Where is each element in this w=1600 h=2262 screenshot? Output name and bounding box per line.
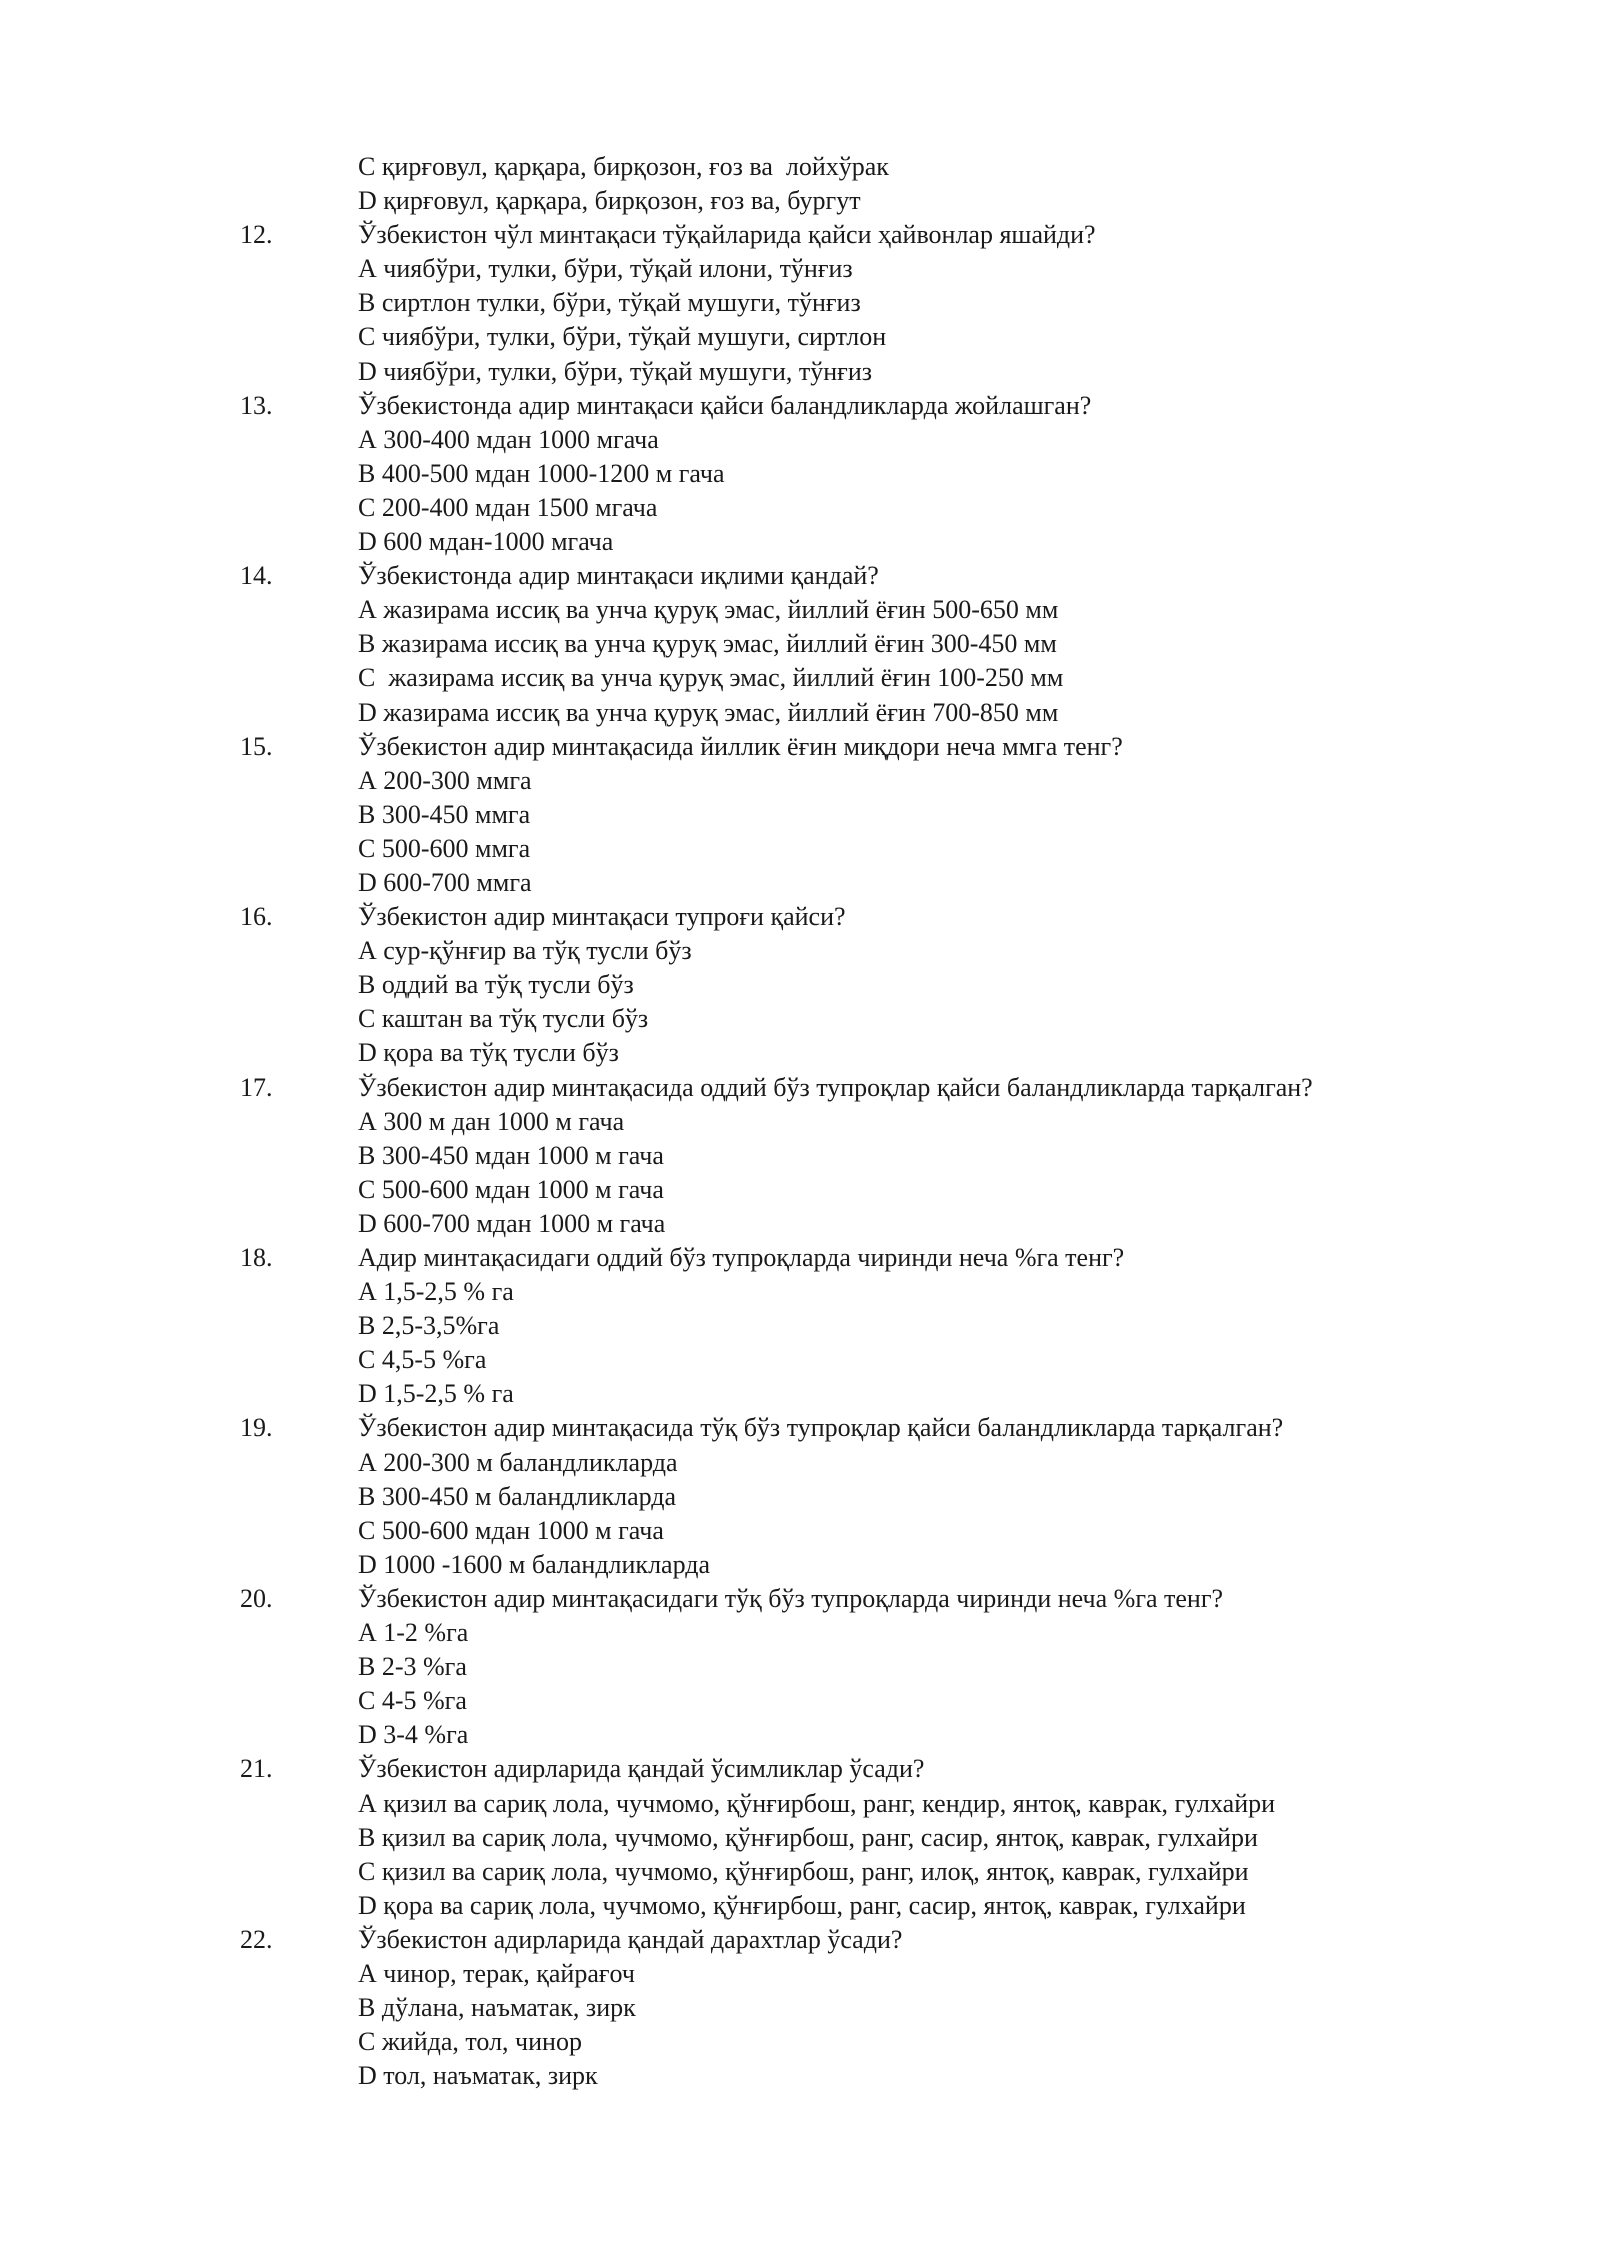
- option-text: С чиябўри, тулки, бўри, тўқай мушуги, сиртлон: [358, 322, 887, 352]
- question-text: Ўзбекистонда адир минтақаси иқлими қандай?: [358, 561, 879, 591]
- option-line: [240, 934, 1520, 968]
- option-text: C қирғовул, қарқара, бирқозон, ғоз ва лойхўрак: [358, 152, 889, 181]
- question-number: 19.: [240, 1413, 273, 1443]
- option-text: С 4,5-5 %га: [358, 1345, 487, 1375]
- question-line: [240, 1923, 1520, 1957]
- option-text: А қизил ва сариқ лола, чучмомо, қўнғирбош, ранг, кендир, янтоқ, каврак, гулхайри: [358, 1788, 1276, 1818]
- option-line: [240, 2025, 1520, 2059]
- option-indent: [240, 150, 358, 184]
- question-line: [240, 389, 1520, 423]
- question-number: 17.: [240, 1072, 273, 1102]
- option-line: [240, 1275, 1520, 1309]
- question-text: Ўзбекистон адир минтақасида йиллик ёғин миқдори неча ммга тенг?: [358, 731, 1123, 761]
- question-text: Ўзбекистон адир минтақаси тупроғи қайси?: [358, 902, 846, 932]
- option-line: [240, 1650, 1520, 1684]
- question-text: Ўзбекистон адирларида қандай дарахтлар ўсади?: [358, 1924, 903, 1954]
- option-text: А жазирама иссиқ ва унча қуруқ эмас, йиллий ёғин 500-650 мм: [358, 595, 1059, 625]
- option-indent: [240, 355, 358, 389]
- option-line: [240, 661, 1520, 695]
- option-indent: [240, 1684, 358, 1718]
- option-indent: [240, 1105, 358, 1139]
- option-line: [240, 1377, 1520, 1411]
- option-indent: [240, 1036, 358, 1070]
- option-indent: [240, 320, 358, 354]
- option-indent: [240, 627, 358, 661]
- option-text: D 1000 -1600 м баландликларда: [358, 1549, 711, 1579]
- option-text: С жийда, тол, чинор: [358, 2027, 582, 2057]
- option-indent: [240, 457, 358, 491]
- option-text: В 2-3 %га: [358, 1652, 467, 1682]
- option-line: [240, 1139, 1520, 1173]
- option-text: D қора ва тўқ тусли бўз: [358, 1038, 619, 1068]
- option-text: А 200-300 м баландликларда: [358, 1447, 678, 1477]
- option-line: [240, 525, 1520, 559]
- option-text: С 500-600 ммга: [358, 833, 531, 863]
- question-number: 12.: [240, 220, 273, 250]
- option-line: [240, 1957, 1520, 1991]
- option-line: [240, 1309, 1520, 1343]
- option-indent: [240, 764, 358, 798]
- option-text: С жазирама иссиқ ва унча қуруқ эмас, йиллий ёғин 100-250 мм: [358, 663, 1064, 693]
- option-indent: [240, 1616, 358, 1650]
- question-text: Ўзбекистон адир минтақасидаги тўқ бўз тупроқларда чиринди неча %га тенг?: [358, 1583, 1224, 1613]
- option-line: [240, 491, 1520, 525]
- option-indent: [240, 1855, 358, 1889]
- option-line: [240, 150, 1520, 184]
- option-indent: [240, 1173, 358, 1207]
- option-line: [240, 1343, 1520, 1377]
- option-line: [240, 1446, 1520, 1480]
- option-indent: [240, 1377, 358, 1411]
- option-line: [240, 457, 1520, 491]
- option-text: D 3-4 %га: [358, 1720, 469, 1750]
- option-text: А чинор, терак, қайрағоч: [358, 1958, 635, 1988]
- option-indent: [240, 1787, 358, 1821]
- option-text: С қизил ва сариқ лола, чучмомо, қўнғирбош, ранг, илоқ, янтоқ, каврак, гулхайри: [358, 1856, 1249, 1886]
- option-indent: [240, 491, 358, 525]
- question-number: 13.: [240, 390, 273, 420]
- option-line: [240, 1002, 1520, 1036]
- option-text: D қирғовул, қарқара, бирқозон, ғоз ва, бургут: [358, 186, 861, 216]
- option-indent: [240, 1957, 358, 1991]
- option-indent: [240, 1309, 358, 1343]
- option-line: [240, 696, 1520, 730]
- option-indent: [240, 1821, 358, 1855]
- question-line: [240, 1071, 1520, 1105]
- question-number: 15.: [240, 731, 273, 761]
- option-line: [240, 1991, 1520, 2025]
- option-text: С 500-600 мдан 1000 м гача: [358, 1515, 664, 1545]
- question-number: 21.: [240, 1754, 273, 1784]
- option-indent: [240, 832, 358, 866]
- option-text: D қора ва сариқ лола, чучмомо, қўнғирбош, ранг, сасир, янтоқ, каврак, гулхайри: [358, 1890, 1246, 1920]
- option-text: В 2,5-3,5%га: [358, 1311, 500, 1341]
- option-indent: [240, 1207, 358, 1241]
- question-text: Ўзбекистон адир минтақасида тўқ бўз тупроқлар қайси баландликларда тарқалган?: [358, 1413, 1284, 1443]
- option-text: В жазирама иссиқ ва унча қуруқ эмас, йиллий ёғин 300-450 мм: [358, 629, 1057, 659]
- option-text: D чиябўри, тулки, бўри, тўқай мушуги, тўнғиз: [358, 356, 873, 386]
- question-line: [240, 1752, 1520, 1786]
- question-number: 16.: [240, 902, 273, 932]
- question-number: 18.: [240, 1243, 273, 1272]
- option-line: [240, 764, 1520, 798]
- option-indent: [240, 423, 358, 457]
- question-line: [240, 218, 1520, 252]
- option-indent: [240, 1650, 358, 1684]
- option-indent: [240, 252, 358, 286]
- option-line: [240, 1514, 1520, 1548]
- question-line: [240, 1241, 1520, 1275]
- option-text: А 1-2 %га: [358, 1618, 469, 1648]
- option-text: В 300-450 м баландликларда: [358, 1481, 677, 1511]
- option-indent: [240, 1139, 358, 1173]
- option-indent: [240, 1480, 358, 1514]
- option-line: [240, 320, 1520, 354]
- option-indent: [240, 934, 358, 968]
- option-indent: [240, 184, 358, 218]
- option-indent: [240, 2059, 358, 2093]
- option-text: В 300-450 ммга: [358, 799, 531, 829]
- question-text: Ўзбекистон адир минтақасида оддий бўз тупроқлар қайси баландликларда тарқалган?: [358, 1072, 1313, 1102]
- option-text: D 600 мдан-1000 мгача: [358, 527, 614, 557]
- option-line: [240, 832, 1520, 866]
- option-line: [240, 184, 1520, 218]
- option-indent: [240, 1991, 358, 2025]
- option-indent: [240, 1446, 358, 1480]
- option-line: [240, 1616, 1520, 1650]
- question-text: Ўзбекистонда адир минтақаси қайси баландликларда жойлашган?: [358, 390, 1092, 420]
- option-line: [240, 866, 1520, 900]
- option-line: [240, 1036, 1520, 1070]
- option-text: В 400-500 мдан 1000-1200 м гача: [358, 458, 725, 488]
- question-line: [240, 1582, 1520, 1616]
- option-indent: [240, 286, 358, 320]
- option-text: В 300-450 мдан 1000 м гача: [358, 1140, 664, 1170]
- option-line: [240, 1718, 1520, 1752]
- option-line: [240, 1173, 1520, 1207]
- option-indent: [240, 1002, 358, 1036]
- question-number: 14.: [240, 561, 273, 591]
- option-text: В қизил ва сариқ лола, чучмомо, қўнғирбош, ранг, сасир, янтоқ, каврак, гулхайри: [358, 1822, 1258, 1852]
- option-line: [240, 2059, 1520, 2093]
- option-indent: [240, 1275, 358, 1309]
- option-indent: [240, 1514, 358, 1548]
- option-indent: [240, 1889, 358, 1923]
- option-text: В дўлана, наъматак, зирк: [358, 1993, 636, 2023]
- option-indent: [240, 696, 358, 730]
- option-line: [240, 423, 1520, 457]
- option-text: А 200-300 ммга: [358, 765, 532, 795]
- option-line: [240, 286, 1520, 320]
- question-text: Адир минтақасидаги оддий бўз тупроқларда чиринди неча %га тенг?: [358, 1243, 1125, 1272]
- option-line: [240, 1787, 1520, 1821]
- question-text: Ўзбекистон чўл минтақаси тўқайларида қайси ҳайвонлар яшайди?: [358, 220, 1096, 250]
- question-number: 22.: [240, 1924, 273, 1954]
- option-line: [240, 627, 1520, 661]
- option-indent: [240, 661, 358, 695]
- option-text: С каштан ва тўқ тусли бўз: [358, 1004, 649, 1034]
- question-number: 20.: [240, 1583, 273, 1613]
- option-line: [240, 1684, 1520, 1718]
- question-line: [240, 559, 1520, 593]
- option-text: А 1,5-2,5 % га: [358, 1277, 514, 1307]
- question-list: [240, 150, 1520, 2093]
- option-line: [240, 1889, 1520, 1923]
- option-line: [240, 1480, 1520, 1514]
- option-indent: [240, 866, 358, 900]
- option-text: А 300 м дан 1000 м гача: [358, 1106, 625, 1136]
- option-indent: [240, 798, 358, 832]
- option-indent: [240, 1343, 358, 1377]
- option-text: D жазирама иссиқ ва унча қуруқ эмас, йиллий ёғин 700-850 мм: [358, 697, 1059, 727]
- question-line: [240, 1411, 1520, 1445]
- question-line: [240, 730, 1520, 764]
- option-line: [240, 968, 1520, 1002]
- option-text: В сиртлон тулки, бўри, тўқай мушуги, тўнғиз: [358, 288, 861, 318]
- question-text: Ўзбекистон адирларида қандай ўсимликлар ўсади?: [358, 1754, 925, 1784]
- option-indent: [240, 525, 358, 559]
- option-line: [240, 1105, 1520, 1139]
- option-line: [240, 1207, 1520, 1241]
- option-indent: [240, 968, 358, 1002]
- question-line: [240, 900, 1520, 934]
- option-line: [240, 1548, 1520, 1582]
- option-indent: [240, 2025, 358, 2059]
- option-text: А 300-400 мдан 1000 мгача: [358, 424, 659, 454]
- option-text: А сур-қўнғир ва тўқ тусли бўз: [358, 936, 692, 966]
- option-text: С 500-600 мдан 1000 м гача: [358, 1174, 664, 1204]
- option-line: [240, 1855, 1520, 1889]
- option-text: D 600-700 ммга: [358, 867, 532, 897]
- option-text: D тол, наъматак, зирк: [358, 2061, 598, 2091]
- option-line: [240, 252, 1520, 286]
- option-indent: [240, 593, 358, 627]
- option-indent: [240, 1548, 358, 1582]
- option-text: С 200-400 мдан 1500 мгача: [358, 492, 658, 522]
- option-line: [240, 593, 1520, 627]
- option-text: С 4-5 %га: [358, 1686, 467, 1716]
- option-text: А чиябўри, тулки, бўри, тўқай илони, тўнғиз: [358, 254, 853, 284]
- option-text: В оддий ва тўқ тусли бўз: [358, 970, 634, 1000]
- option-text: D 1,5-2,5 % га: [358, 1379, 514, 1409]
- option-line: [240, 355, 1520, 389]
- option-text: D 600-700 мдан 1000 м гача: [358, 1208, 666, 1238]
- option-indent: [240, 1718, 358, 1752]
- option-line: [240, 1821, 1520, 1855]
- option-line: [240, 798, 1520, 832]
